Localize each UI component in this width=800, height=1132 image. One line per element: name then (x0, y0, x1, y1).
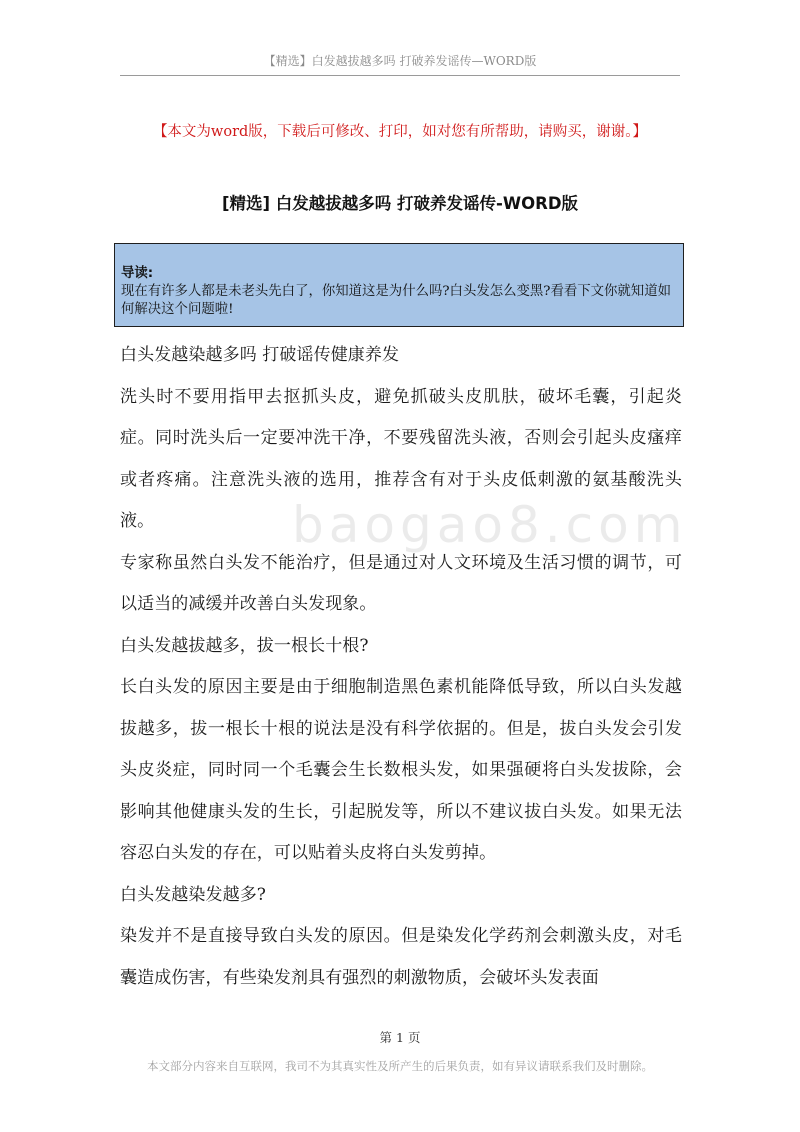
document-title: [精选] 白发越拔越多吗 打破养发谣传-WORD版 (221, 194, 579, 213)
paragraph: 洗头时不要用指甲去抠抓头皮，避免抓破头皮肌肤，破坏毛囊，引起炎症。同时洗头后一定要冲洗干净，不要残留洗头液，否则会引起头皮瘙痒或者疼痛。注意洗头液的选用，推荐含有对于头皮低刺激的氨基酸洗头液。 (120, 386, 682, 531)
paragraph: 染发并不是直接导致白头发的原因。但是染发化学药剂会刺激头皮，对毛囊造成伤害，有些染发剂具有强烈的刺激物质，会破坏头发表面 (120, 926, 682, 988)
page-header: 【精选】白发越拔越多吗 打破养发谣传—WORD版 (120, 52, 680, 76)
article-body (120, 335, 688, 999)
page-footer: 本文部分内容来自互联网，我司不为其真实性及所产生的后果负责，如有异议请联系我们及时删除。 (147, 1059, 653, 1073)
watermark: baogao8.com (292, 496, 688, 554)
section-heading: 白头发越拔越多，拔一根长十根? (120, 635, 369, 656)
section-heading: 白头发越染越多吗 打破谣传健康养发 (120, 345, 400, 365)
section-heading: 白头发越染发越多? (120, 884, 267, 905)
guide-text: 现在有许多人都是未老头先白了，你知道这是为什么吗?白头发怎么变黑?看看下文你就知道如何解决这个问题啦! (121, 284, 671, 317)
guide-label: 导读: (121, 266, 154, 281)
paragraph: 长白头发的原因主要是由于细胞制造黑色素机能降低导致，所以白头发越拔越多，拔一根长十根的说法是没有科学依据的。但是，拔白头发会引发头皮炎症，同时同一个毛囊会生长数根头发，如果强硬将白头发拔除，会影响其他健康头发的生长，引起脱发等，所以不建议拔白头发。如果无法容忍白头发的存在，可以贴着头皮将白头发剪掉。 (120, 677, 682, 863)
guide-box (114, 243, 684, 327)
word-version-notice: 【本文为word版，下载后可修改、打印，如对您有所帮助，请购买，谢谢。】 (152, 124, 648, 140)
paragraph: 专家称虽然白头发不能治疗，但是通过对人文环境及生活习惯的调节，可以适当的减缓并改善白头发现象。 (120, 552, 682, 614)
page-number: 第 1 页 (379, 1030, 421, 1045)
